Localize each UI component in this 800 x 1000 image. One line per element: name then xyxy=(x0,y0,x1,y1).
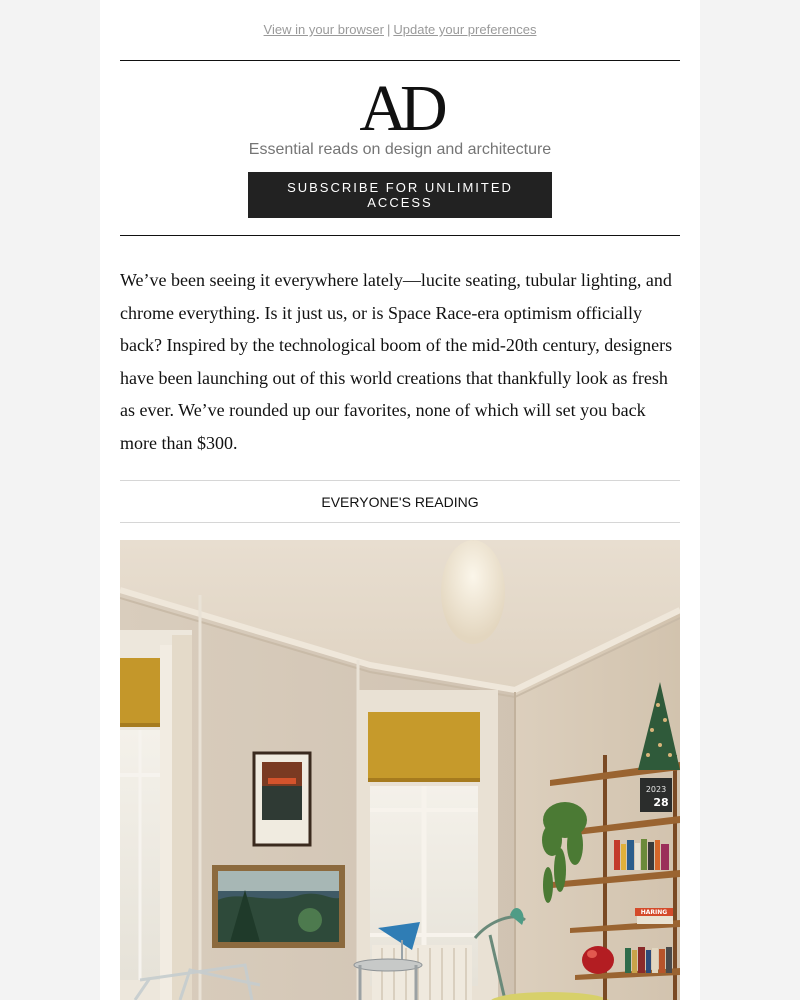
view-in-browser-link[interactable]: View in your browser xyxy=(263,22,384,37)
subscribe-button[interactable]: SUBSCRIBE FOR UNLIMITED ACCESS xyxy=(248,172,552,218)
tagline: Essential reads on design and architecture xyxy=(248,141,552,158)
clock-year: 2023 xyxy=(645,785,667,794)
section-heading: EVERYONE'S READING xyxy=(321,493,479,510)
hero-room-image xyxy=(120,540,680,1000)
email-body xyxy=(100,0,700,1000)
ad-logo[interactable] xyxy=(100,70,700,136)
ad-logo-mark xyxy=(355,70,445,136)
intro-paragraph: We’ve been seeing it everywhere lately—lucite seating, tubular lighting, and chrome everything. Is it just us, or is Space Race-era optimism officially back? Inspired by the technological boom of the mid-20th century, designers have been launching out of this world creations that thankfully look as fresh as ever. We’ve rounded up our favorites, none of which will set you back more than $300. xyxy=(120,270,673,453)
clock-day: 28 xyxy=(653,796,669,809)
hero-image-link[interactable] xyxy=(120,540,680,1000)
top-links xyxy=(100,22,700,37)
ad-logo-text: AD xyxy=(359,72,441,136)
section-divider-bottom xyxy=(120,522,680,523)
header-divider-top xyxy=(120,60,680,61)
link-separator: | xyxy=(386,22,391,37)
update-preferences-link[interactable]: Update your preferences xyxy=(393,22,537,37)
book-spine-label: HARING xyxy=(640,909,668,916)
header-divider-bottom xyxy=(120,235,680,236)
